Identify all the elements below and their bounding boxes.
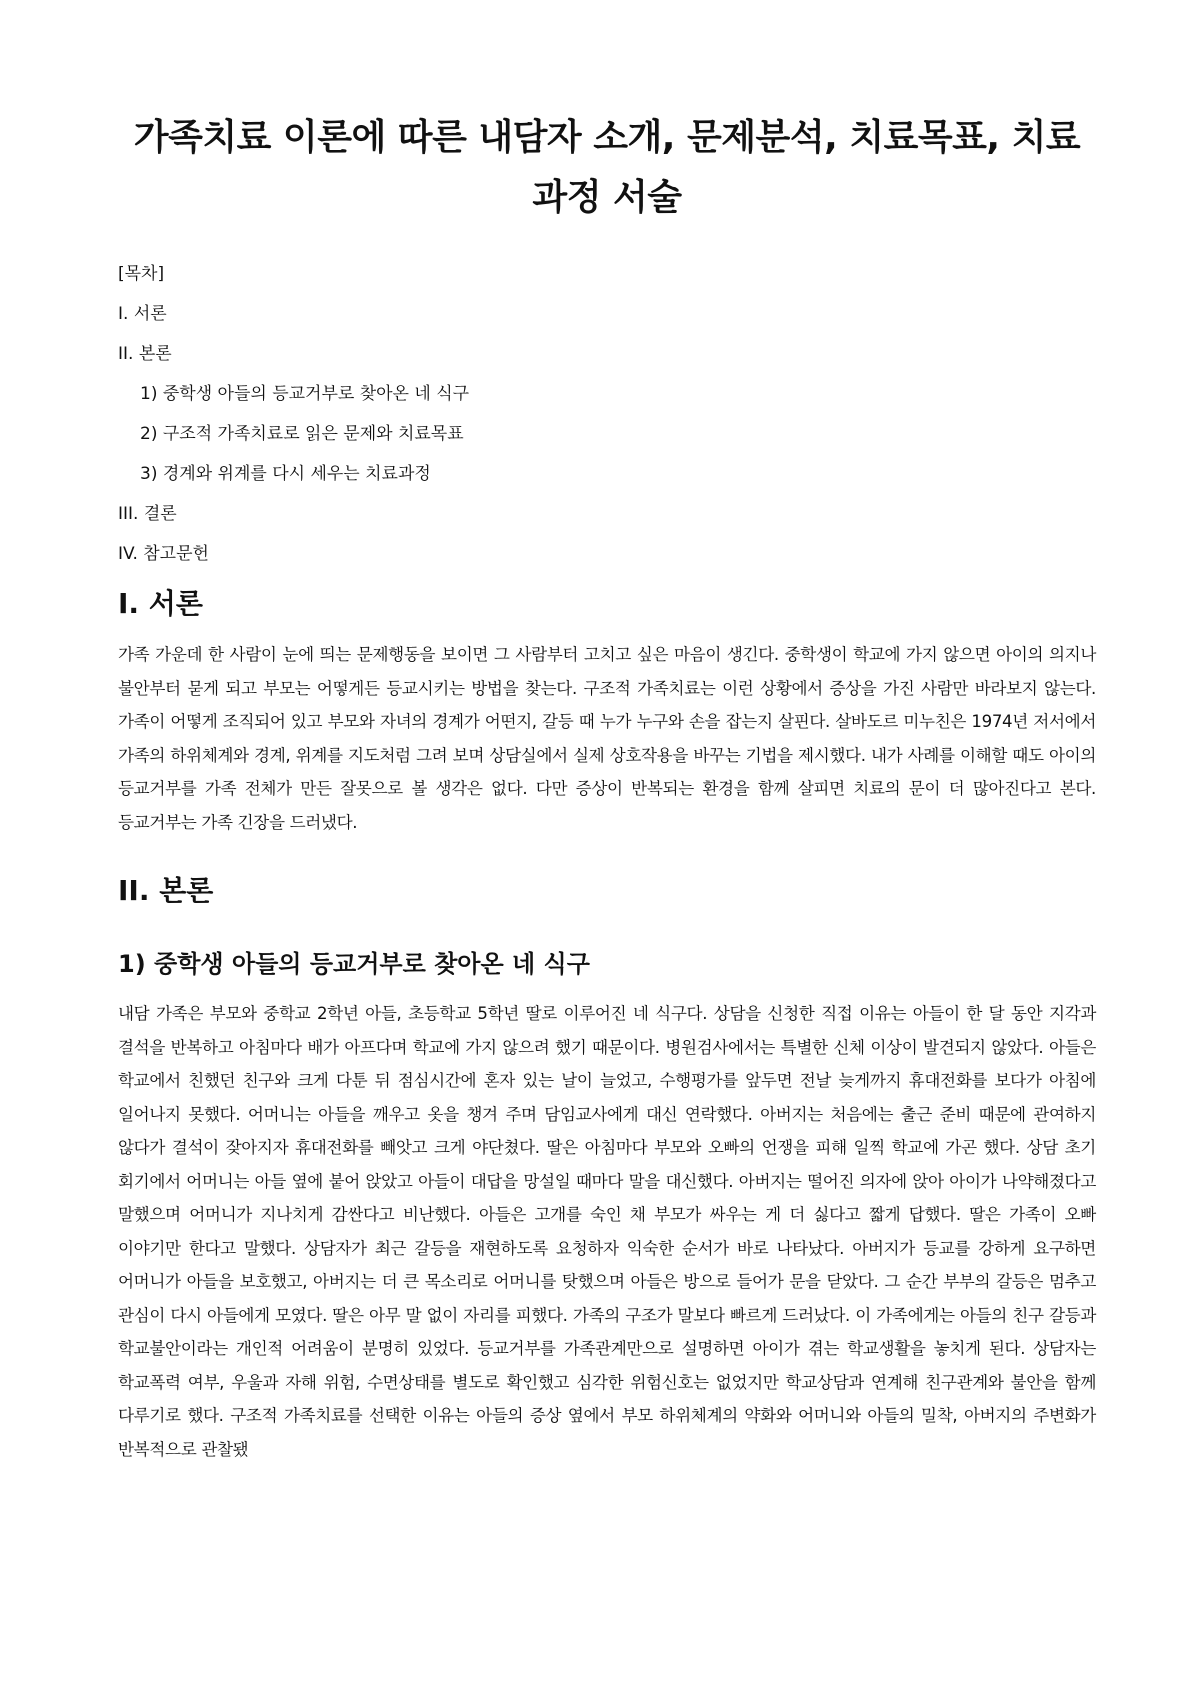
section-heading-body: II. 본론 xyxy=(118,874,214,907)
toc-item-references: IV. 참고문헌 xyxy=(118,544,209,564)
toc-item-body-1: 1) 중학생 아들의 등교거부로 찾아온 네 식구 xyxy=(140,384,470,404)
subsection-1-paragraph: 내담 가족은 부모와 중학교 2학년 아들, 초등학교 5학년 딸로 이루어진 네 식구다. 상담을 신청한 직접 이유는 아들이 한 달 동안 지각과 결석을 반복하고 아침마다 배가 아프다며 학교에 가지 않으려 했기 때문이다. 병원검사에서는 특별한 신체 이상이 발견되지 않았다. 아들은 학교에서 친했던 친구와 크게 다툰 뒤 점심시간에 혼자 있는 날이 늘었고, 수행평가를 앞두면 전날 늦게까지 휴대전화를 보다가 아침에 일어나지 못했다. 어머니는 아들을 깨우고 옷을 챙겨 주며 담임교사에게 대신 연락했다. 아버지는 처음에는 출근 준비 때문에 관여하지 않다가 결석이 잦아지자 휴대전화를 빼앗고 크게 야단쳤다. 딸은 아침마다 부모와 오빠의 언쟁을 피해 일찍 학교에 가곤 했다. 상담 초기 회기에서 어머니는 아들 옆에 붙어 앉았고 아들이 대답을 망설일 때마다 말을 대신했다. 아버지는 떨어진 의자에 앉아 아이가 나약해졌다고 말했으며 어머니가 지나치게 감싼다고 비난했다. 아들은 고개를 숙인 채 부모가 싸우는 게 더 싫다고 짧게 답했다. 딸은 가족이 오빠 이야기만 한다고 말했다. 상담자가 최근 갈등을 재현하도록 요청하자 익숙한 순서가 바로 나타났다. 아버지가 등교를 강하게 요구하면 어머니가 아들을 보호했고, 아버지는 더 큰 목소리로 어머니를 탓했으며 아들은 방으로 들어가 문을 닫았다. 그 순간 부부의 갈등은 멈추고 관심이 다시 아들에게 모였다. 딸은 아무 말 없이 자리를 피했다. 가족의 구조가 말보다 빠르게 드러났다. 이 가족에게는 아들의 친구 갈등과 학교불안이라는 개인적 어려움이 분명히 있었다. 등교거부를 가족관계만으로 설명하면 아이가 겪는 학교생활을 놓치게 된다. 상담자는 학교폭력 여부, 우울과 자해 위험, 수면상태를 별도로 확인했고 심각한 위험신호는 없었지만 학교상담과 연계해 친구관계와 불안을 함께 다루기로 했다. 구조적 가족치료를 선택한 이유는 아들의 증상 옆에서 부모 하위체계의 약화와 어머니와 아들의 밀착, 아버지의 주변화가 반복적으로 관찰됐 xyxy=(118,1004,1096,1459)
table-of-contents xyxy=(118,264,1096,564)
toc-item-conclusion: III. 결론 xyxy=(118,504,177,524)
toc-item-intro: I. 서론 xyxy=(118,304,167,324)
toc-item-body-2: 2) 구조적 가족치료로 읽은 문제와 치료목표 xyxy=(140,424,464,444)
intro-paragraph: 가족 가운데 한 사람이 눈에 띄는 문제행동을 보이면 그 사람부터 고치고 싶은 마음이 생긴다. 중학생이 학교에 가지 않으면 아이의 의지나 불안부터 묻게 되고 부모는 어떻게든 등교시키는 방법을 찾는다. 구조적 가족치료는 이런 상황에서 증상을 가진 사람만 바라보지 않는다. 가족이 어떻게 조직되어 있고 부모와 자녀의 경계가 어떤지, 갈등 때 누가 누구와 손을 잡는지 살핀다. 살바도르 미누친은 1974년 저서에서 가족의 하위체계와 경계, 위계를 지도처럼 그려 보며 상담실에서 실제 상호작용을 바꾸는 기법을 제시했다. 내가 사례를 이해할 때도 아이의 등교거부를 가족 전체가 만든 잘못으로 볼 생각은 없다. 다만 증상이 반복되는 환경을 함께 살피면 치료의 문이 더 많아진다고 본다. 등교거부는 가족 긴장을 드러냈다. xyxy=(118,645,1096,832)
toc-label: [목차] xyxy=(118,264,165,284)
heading-spacer xyxy=(118,925,1096,947)
document-title: 가족치료 이론에 따른 내담자 소개, 문제분석, 치료목표, 치료과정 서술 xyxy=(133,117,1081,218)
subsection-heading-1: 1) 중학생 아들의 등교거부로 찾아온 네 식구 xyxy=(118,950,590,978)
toc-item-body: II. 본론 xyxy=(118,344,172,364)
section-heading-intro: I. 서론 xyxy=(118,587,203,620)
toc-item-body-3: 3) 경계와 위계를 다시 세우는 치료과정 xyxy=(140,464,431,484)
